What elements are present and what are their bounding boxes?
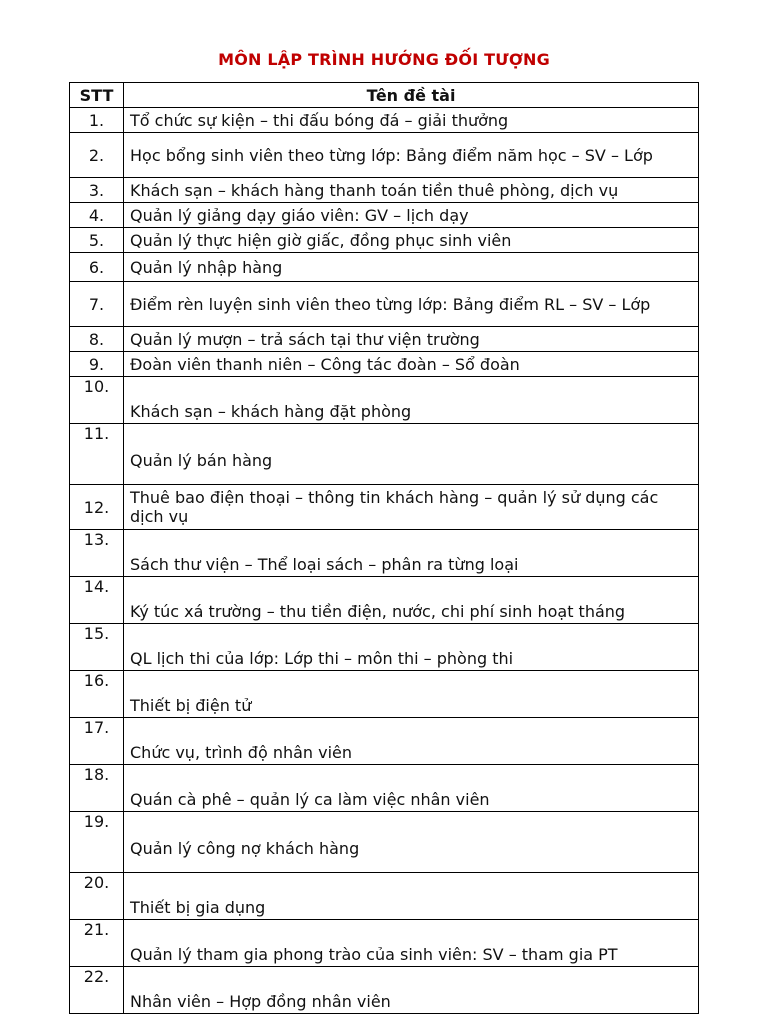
topic-name: Khách sạn – khách hàng đặt phòng: [124, 377, 699, 424]
row-number: 12.: [70, 485, 124, 530]
table-row: [70, 282, 699, 327]
topic-name: Quản lý giảng dạy giáo viên: GV – lịch dạy: [124, 203, 699, 228]
topic-name: QL lịch thi của lớp: Lớp thi – môn thi – phòng thi: [124, 624, 699, 671]
topic-name: Quản lý công nợ khách hàng: [124, 812, 699, 873]
table-row: [70, 624, 699, 671]
table-row: [70, 873, 699, 920]
topic-name: Quản lý tham gia phong trào của sinh viên: SV – tham gia PT: [124, 920, 699, 967]
row-number: 14.: [70, 577, 124, 624]
table-row: [70, 577, 699, 624]
topic-name: Thiết bị gia dụng: [124, 873, 699, 920]
table-row: [70, 352, 699, 377]
table-row: [70, 530, 699, 577]
topic-name: Tổ chức sự kiện – thi đấu bóng đá – giải thưởng: [124, 108, 699, 133]
topics-table: [69, 82, 699, 1014]
row-number: 16.: [70, 671, 124, 718]
row-number: 21.: [70, 920, 124, 967]
row-number: 9.: [70, 352, 124, 377]
table-row: [70, 178, 699, 203]
table-row: [70, 718, 699, 765]
document-title: MÔN LẬP TRÌNH HƯỚNG ĐỐI TƯỢNG: [218, 50, 550, 69]
table-row: [70, 253, 699, 282]
table-row: [70, 424, 699, 485]
table-row: [70, 203, 699, 228]
table-row: [70, 920, 699, 967]
table-row: [70, 812, 699, 873]
row-number: 17.: [70, 718, 124, 765]
row-number: 11.: [70, 424, 124, 485]
row-number: 7.: [70, 282, 124, 327]
topic-name: Quản lý thực hiện giờ giấc, đồng phục sinh viên: [124, 228, 699, 253]
topic-name: Học bổng sinh viên theo từng lớp: Bảng điểm năm học – SV – Lớp: [124, 133, 699, 178]
topic-name: Quản lý bán hàng: [124, 424, 699, 485]
row-number: 18.: [70, 765, 124, 812]
table-row: [70, 108, 699, 133]
topic-name: Khách sạn – khách hàng thanh toán tiền thuê phòng, dịch vụ: [124, 178, 699, 203]
row-number: 1.: [70, 108, 124, 133]
row-number: 4.: [70, 203, 124, 228]
topic-name: Quản lý nhập hàng: [124, 253, 699, 282]
row-number: 6.: [70, 253, 124, 282]
topic-name: Thuê bao điện thoại – thông tin khách hàng – quản lý sử dụng các dịch vụ: [124, 485, 699, 530]
row-number: 3.: [70, 178, 124, 203]
row-number: 10.: [70, 377, 124, 424]
topic-name: Điểm rèn luyện sinh viên theo từng lớp: Bảng điểm RL – SV – Lớp: [124, 282, 699, 327]
topic-name: Quán cà phê – quản lý ca làm việc nhân viên: [124, 765, 699, 812]
row-number: 8.: [70, 327, 124, 352]
row-number: 15.: [70, 624, 124, 671]
table-row: [70, 967, 699, 1014]
table-row: [70, 133, 699, 178]
table-row: [70, 485, 699, 530]
topic-name: Nhân viên – Hợp đồng nhân viên: [124, 967, 699, 1014]
table-row: [70, 228, 699, 253]
topic-name: Thiết bị điện tử: [124, 671, 699, 718]
row-number: 5.: [70, 228, 124, 253]
header-topic-name: Tên đề tài: [124, 83, 699, 108]
row-number: 22.: [70, 967, 124, 1014]
table-row: [70, 765, 699, 812]
row-number: 20.: [70, 873, 124, 920]
row-number: 13.: [70, 530, 124, 577]
header-stt: STT: [70, 83, 124, 108]
topic-name: Sách thư viện – Thể loại sách – phân ra từng loại: [124, 530, 699, 577]
topic-name: Chức vụ, trình độ nhân viên: [124, 718, 699, 765]
topic-name: Quản lý mượn – trả sách tại thư viện trường: [124, 327, 699, 352]
row-number: 2.: [70, 133, 124, 178]
topic-name: Ký túc xá trường – thu tiền điện, nước, chi phí sinh hoạt tháng: [124, 577, 699, 624]
row-number: 19.: [70, 812, 124, 873]
topic-name: Đoàn viên thanh niên – Công tác đoàn – Sổ đoàn: [124, 352, 699, 377]
table-header-row: [70, 83, 699, 108]
table-row: [70, 671, 699, 718]
table-row: [70, 327, 699, 352]
table-row: [70, 377, 699, 424]
